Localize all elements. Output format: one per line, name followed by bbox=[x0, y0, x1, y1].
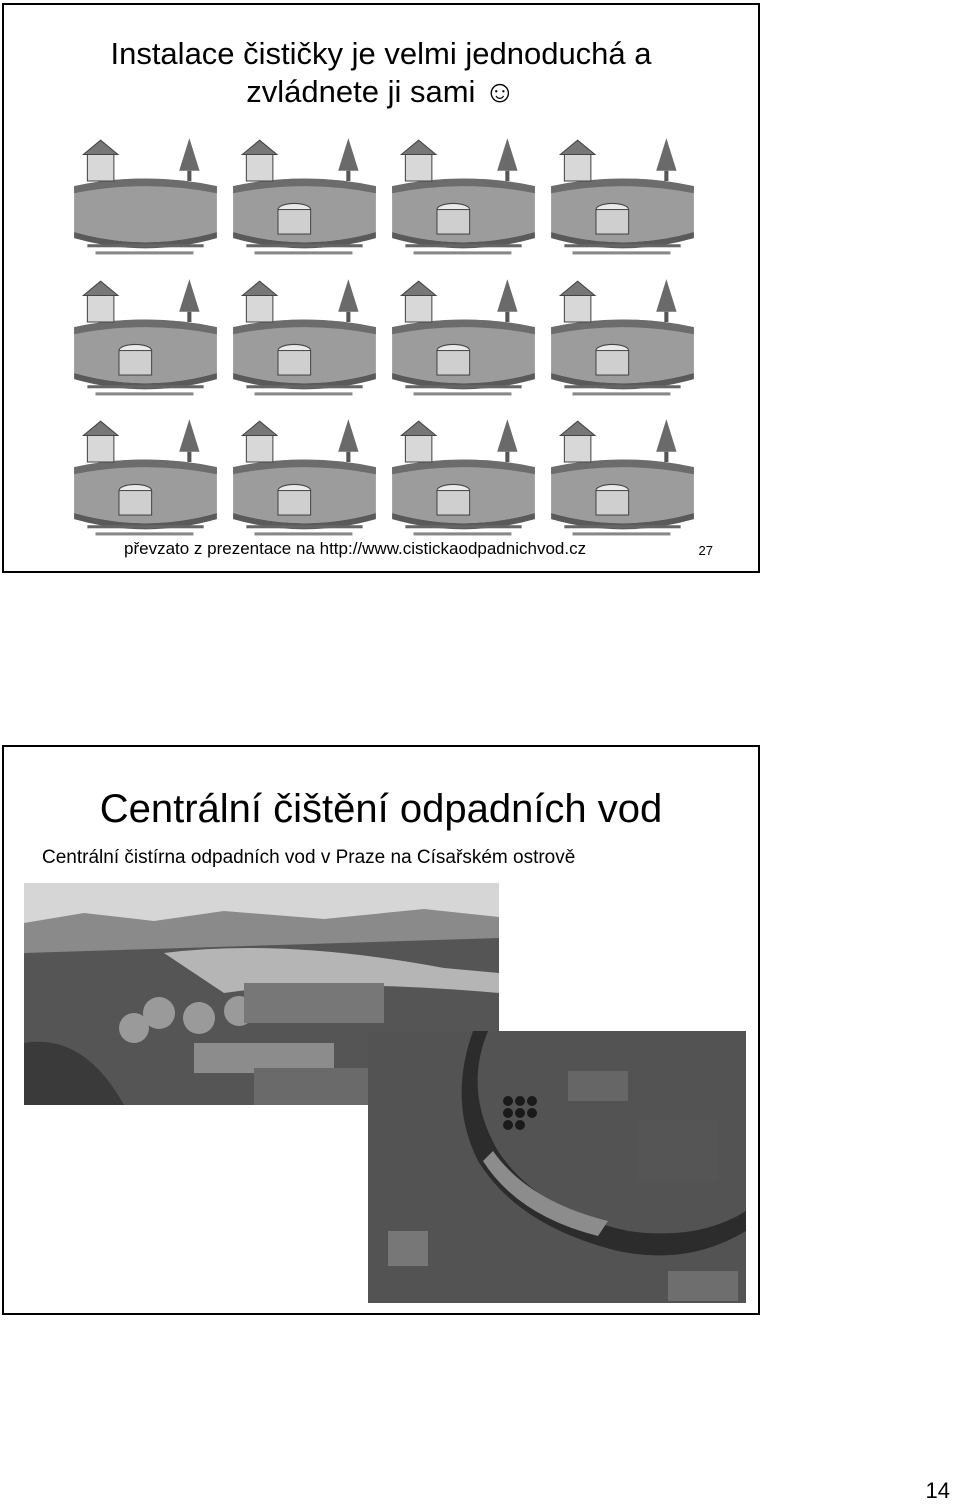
slide-title bbox=[4, 35, 758, 111]
installation-step-panel bbox=[546, 411, 699, 544]
installation-step-panel bbox=[69, 271, 222, 404]
installation-step-panel bbox=[387, 411, 540, 544]
slide-number: 27 bbox=[698, 543, 713, 558]
aerial-map-image bbox=[368, 1031, 746, 1303]
installation-step-panel bbox=[228, 130, 381, 263]
slide-instalace bbox=[2, 3, 760, 573]
slide-centralni-cisteni bbox=[2, 745, 760, 1315]
installation-step-panel bbox=[69, 411, 222, 544]
installation-step-panel bbox=[387, 271, 540, 404]
slide-title: Centrální čištění odpadních vod bbox=[99, 787, 663, 831]
slide-subtitle: Centrální čistírna odpadních vod v Praze na Císařském ostrově bbox=[42, 847, 576, 868]
title-line-2: zvládnete ji sami ☺ bbox=[246, 74, 516, 109]
installation-step-panel bbox=[228, 411, 381, 544]
source-caption: převzato z prezentace na http://www.cistickaodpadnichvod.cz bbox=[124, 539, 587, 558]
installation-step-panel bbox=[546, 271, 699, 404]
installation-step-panel bbox=[69, 130, 222, 263]
page-number: 14 bbox=[925, 1478, 950, 1503]
installation-step-panel bbox=[228, 271, 381, 404]
title-line-1: Instalace čističky je velmi jednoduchá a bbox=[110, 36, 652, 71]
installation-step-panel bbox=[387, 130, 540, 263]
installation-steps-illustration bbox=[69, 130, 699, 540]
installation-step-panel bbox=[546, 130, 699, 263]
